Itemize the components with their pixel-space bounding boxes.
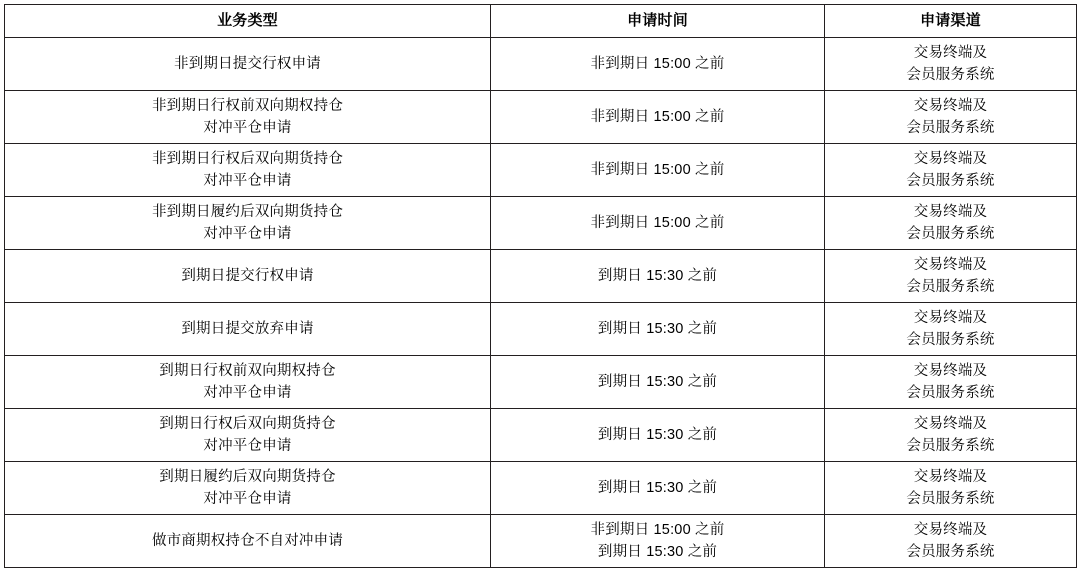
cell-application-time-line: 到期日 15:30 之前 <box>597 267 718 284</box>
cell-business-type <box>5 409 491 462</box>
cell-business-type-line: 到期日提交行权申请 <box>181 267 314 284</box>
cell-business-type <box>5 197 491 250</box>
table-header-row <box>5 5 1077 38</box>
cell-application-channel-line: 交易终端及 <box>913 521 988 538</box>
cell-application-channel-line: 交易终端及 <box>913 44 988 61</box>
cell-business-type <box>5 515 491 568</box>
table-body <box>5 38 1077 568</box>
cell-application-time <box>491 303 825 356</box>
cell-application-channel <box>825 462 1077 515</box>
cell-application-time-line: 非到期日 15:00 之前 <box>590 521 725 538</box>
cell-application-channel <box>825 91 1077 144</box>
table-row <box>5 462 1077 515</box>
cell-application-time-line: 到期日 15:30 之前 <box>597 320 718 337</box>
cell-application-channel-line: 交易终端及 <box>913 97 988 114</box>
table-row <box>5 515 1077 568</box>
cell-application-channel-line: 会员服务系统 <box>906 438 995 454</box>
cell-application-channel-line: 交易终端及 <box>913 415 988 432</box>
cell-application-time <box>491 462 825 515</box>
cell-application-channel-line: 交易终端及 <box>913 309 988 326</box>
cell-business-type-line: 到期日行权前双向期权持仓 <box>159 362 336 379</box>
cell-business-type-line: 对冲平仓申请 <box>203 438 292 454</box>
cell-application-channel-line: 交易终端及 <box>913 256 988 273</box>
cell-application-time <box>491 144 825 197</box>
cell-application-time-line: 到期日 15:30 之前 <box>597 479 718 496</box>
column-header-business-type: 业务类型 <box>5 5 491 38</box>
cell-business-type <box>5 38 491 91</box>
table-row <box>5 356 1077 409</box>
table-header <box>5 5 1077 38</box>
cell-business-type-line: 非到期日行权后双向期货持仓 <box>151 150 344 167</box>
cell-business-type-line: 非到期日履约后双向期货持仓 <box>151 203 344 220</box>
cell-application-channel-line: 会员服务系统 <box>906 173 995 189</box>
cell-application-channel <box>825 409 1077 462</box>
table-row <box>5 409 1077 462</box>
cell-business-type-line: 对冲平仓申请 <box>203 120 292 136</box>
cell-application-channel-line: 会员服务系统 <box>906 491 995 507</box>
cell-application-time-line: 非到期日 15:00 之前 <box>590 214 725 231</box>
business-application-table <box>4 4 1077 568</box>
cell-application-channel-line: 交易终端及 <box>913 150 988 167</box>
cell-application-time-line: 非到期日 15:00 之前 <box>590 108 725 125</box>
table-row <box>5 91 1077 144</box>
cell-application-channel <box>825 356 1077 409</box>
cell-business-type-line: 非到期日提交行权申请 <box>174 55 321 72</box>
cell-business-type-line: 到期日行权后双向期货持仓 <box>159 415 336 432</box>
cell-application-time <box>491 250 825 303</box>
cell-application-channel <box>825 38 1077 91</box>
table-row <box>5 144 1077 197</box>
cell-business-type <box>5 356 491 409</box>
cell-business-type-line: 对冲平仓申请 <box>203 226 292 242</box>
cell-application-time <box>491 38 825 91</box>
cell-business-type-line: 到期日履约后双向期货持仓 <box>159 468 336 485</box>
cell-application-channel-line: 交易终端及 <box>913 203 988 220</box>
cell-application-channel-line: 会员服务系统 <box>906 120 995 136</box>
cell-application-time-line: 到期日 15:30 之前 <box>597 544 718 560</box>
cell-application-channel-line: 会员服务系统 <box>906 67 995 83</box>
cell-business-type <box>5 303 491 356</box>
cell-business-type-line: 做市商期权持仓不自对冲申请 <box>151 532 344 549</box>
cell-application-channel-line: 交易终端及 <box>913 362 988 379</box>
cell-application-channel <box>825 144 1077 197</box>
cell-application-channel <box>825 515 1077 568</box>
cell-business-type-line: 对冲平仓申请 <box>203 491 292 507</box>
cell-application-channel-line: 会员服务系统 <box>906 544 995 560</box>
table-row <box>5 197 1077 250</box>
cell-application-channel-line: 会员服务系统 <box>906 385 995 401</box>
cell-business-type-line: 对冲平仓申请 <box>203 173 292 189</box>
cell-application-time-line: 到期日 15:30 之前 <box>597 426 718 443</box>
column-header-application-channel: 申请渠道 <box>825 5 1077 38</box>
cell-application-channel-line: 会员服务系统 <box>906 332 995 348</box>
table-row <box>5 250 1077 303</box>
cell-business-type-line: 非到期日行权前双向期权持仓 <box>151 97 344 114</box>
cell-application-channel <box>825 303 1077 356</box>
cell-application-time <box>491 197 825 250</box>
column-header-application-time: 申请时间 <box>491 5 825 38</box>
cell-business-type <box>5 91 491 144</box>
cell-application-time <box>491 91 825 144</box>
cell-application-channel-line: 交易终端及 <box>913 468 988 485</box>
cell-application-time <box>491 515 825 568</box>
cell-application-time-line: 到期日 15:30 之前 <box>597 373 718 390</box>
table-row <box>5 38 1077 91</box>
cell-application-time-line: 非到期日 15:00 之前 <box>590 161 725 178</box>
cell-business-type <box>5 144 491 197</box>
cell-application-time <box>491 356 825 409</box>
cell-application-channel-line: 会员服务系统 <box>906 279 995 295</box>
cell-application-time-line: 非到期日 15:00 之前 <box>590 55 725 72</box>
cell-business-type-line: 到期日提交放弃申请 <box>181 320 314 337</box>
cell-application-channel <box>825 197 1077 250</box>
cell-application-time <box>491 409 825 462</box>
cell-application-channel <box>825 250 1077 303</box>
table-row <box>5 303 1077 356</box>
cell-application-channel-line: 会员服务系统 <box>906 226 995 242</box>
cell-business-type <box>5 250 491 303</box>
cell-business-type <box>5 462 491 515</box>
cell-business-type-line: 对冲平仓申请 <box>203 385 292 401</box>
